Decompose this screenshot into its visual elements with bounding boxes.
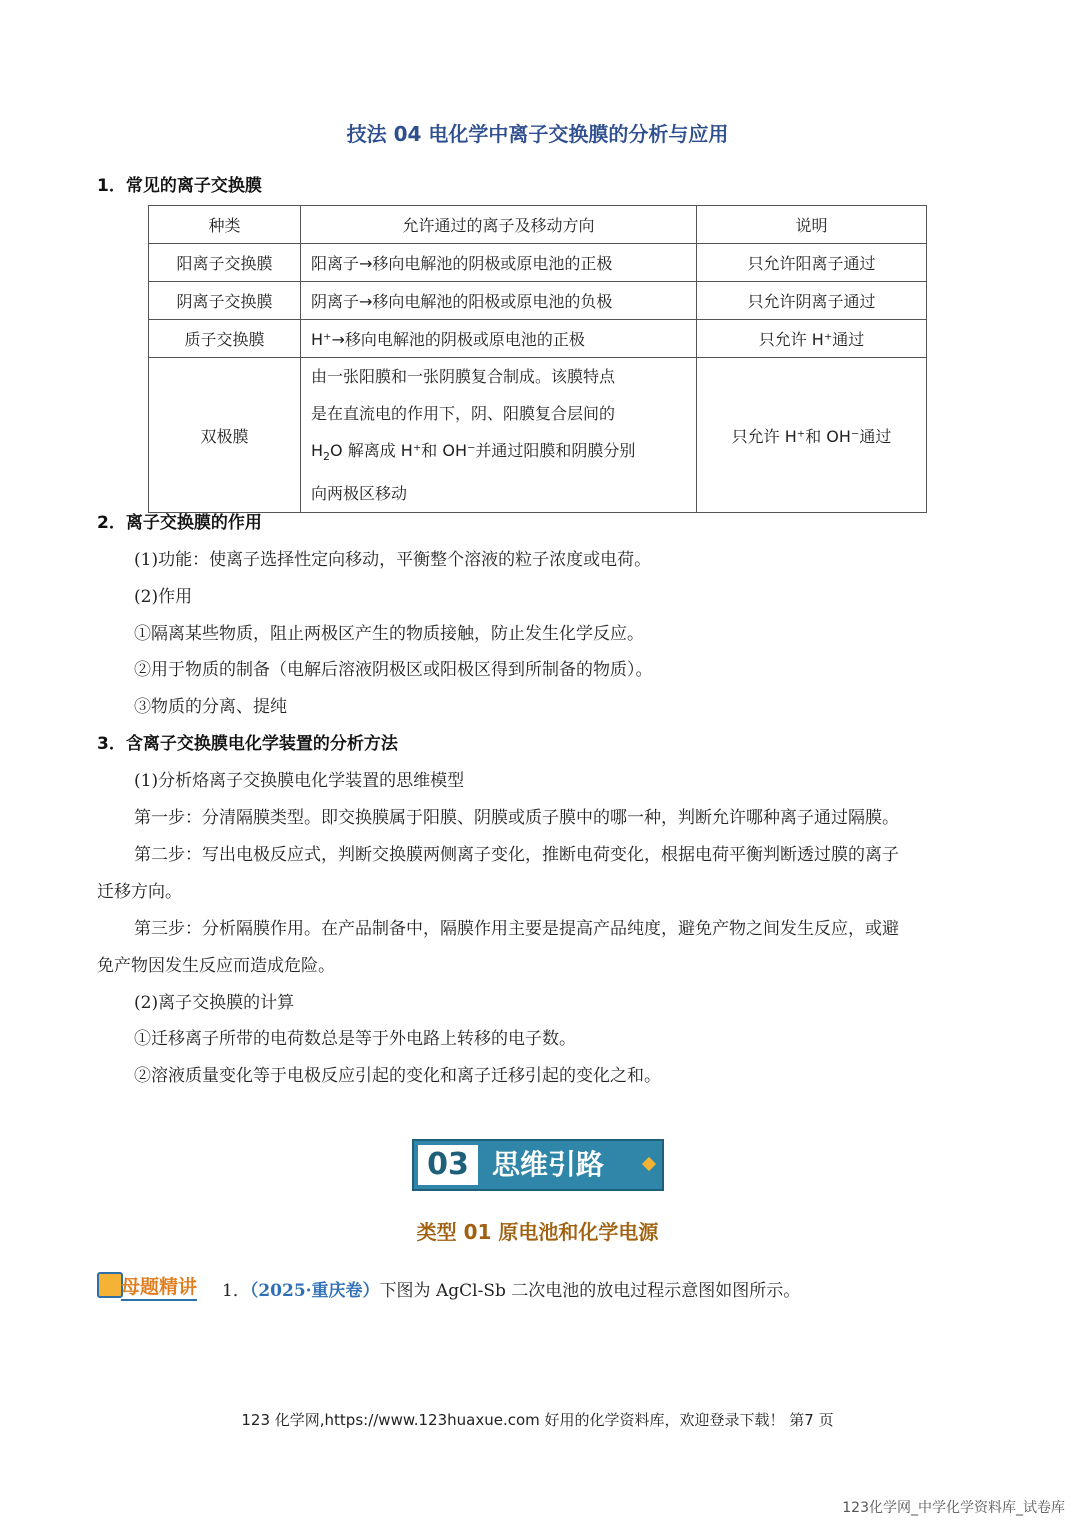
table-header-row [149, 206, 927, 244]
diamond-icon [642, 1157, 656, 1171]
table-cell-note: 只允许阴离子通过 [697, 282, 927, 320]
formula-h: H [311, 441, 324, 460]
table-row [149, 320, 927, 358]
bipolar-line-rest: O 解离成 H⁺和 OH⁻并通过阳膜和阴膜分别 [330, 441, 636, 460]
table-cell-ions: 阳离子→移向电解池的阴极或原电池的正极 [301, 244, 697, 282]
section3-heading: 3．含离子交换膜电化学装置的分析方法 [97, 734, 398, 754]
table-cell-ions: 阴离子→移向电解池的阳极或原电池的负极 [301, 282, 697, 320]
ion-membrane-table [148, 205, 927, 513]
bipolar-line [311, 432, 686, 475]
question-tag [97, 1268, 213, 1302]
paragraph-line: 第一步：分清隔膜类型。即交换膜属于阳膜、阴膜或质子膜中的哪一种，判断允许哪种离子通过隔膜。 [134, 808, 899, 828]
paragraph-line: (2)离子交换膜的计算 [134, 993, 295, 1013]
table-cell-kind: 双极膜 [149, 358, 301, 513]
paragraph-line: ②溶液质量变化等于电极反应引起的变化和离子迁移引起的变化之和。 [134, 1066, 661, 1086]
bipolar-line: 向两极区移动 [311, 484, 408, 504]
table-row [149, 282, 927, 320]
paragraph-line: ③物质的分离、提纯 [134, 697, 287, 717]
paragraph-line: ②用于物质的制备（电解后溶液阴极区或阳极区得到所制备的物质）。 [134, 660, 653, 680]
page-title: 技法 04 电化学中离子交换膜的分析与应用 [346, 122, 729, 146]
paragraph-line: (1)分析烙离子交换膜电化学装置的思维模型 [134, 771, 465, 791]
question-text: 下图为 AgCl-Sb 二次电池的放电过程示意图如图所示。 [379, 1281, 801, 1301]
paragraph-line: 免产物因发生反应而造成危险。 [97, 956, 335, 976]
bipolar-line: 是在直流电的作用下，阴、阳膜复合层间的 [311, 404, 616, 423]
question-line [222, 1276, 800, 1301]
paragraph-line: 迁移方向。 [97, 882, 182, 902]
page-footer: 123 化学网,https://www.123huaxue.com 好用的化学资料库，欢迎登录下载！ 第7 页 [241, 1411, 834, 1429]
question-tag-label: 母题精讲 [121, 1272, 197, 1301]
notebook-icon [97, 1272, 123, 1298]
paragraph-line: (2)作用 [134, 587, 193, 607]
table-cell-kind: 质子交换膜 [149, 320, 301, 358]
table-cell-note: 只允许 H⁺和 OH⁻通过 [697, 358, 927, 513]
table-cell-kind: 阳离子交换膜 [149, 244, 301, 282]
table-row [149, 244, 927, 282]
table-header: 允许通过的离子及移动方向 [301, 206, 697, 244]
paragraph-line: (1)功能：使离子选择性定向移动，平衡整个溶液的粒子浓度或电荷。 [134, 550, 652, 570]
bipolar-line: 由一张阳膜和一张阴膜复合制成。该膜特点 [311, 367, 616, 386]
paragraph-line: 第二步：写出电极反应式，判断交换膜两侧离子变化，推断电荷变化，根据电荷平衡判断透过膜的离子 [134, 845, 899, 865]
table-cell-ions-bipolar [301, 358, 697, 513]
table-header: 说明 [697, 206, 927, 244]
formula-subscript: 2 [323, 450, 331, 464]
paragraph-line: ①迁移离子所带的电荷数总是等于外电路上转移的电子数。 [134, 1029, 576, 1049]
question-source: （2025·重庆卷） [249, 1281, 380, 1301]
table-row-bipolar [149, 358, 927, 513]
section-banner [412, 1139, 664, 1191]
table-cell-note: 只允许 H⁺通过 [697, 320, 927, 358]
table-header: 种类 [149, 206, 301, 244]
banner-number: 03 [418, 1145, 478, 1185]
table-cell-ions: H⁺→移向电解池的阴极或原电池的正极 [301, 320, 697, 358]
paragraph-line: ①隔离某些物质，阻止两极区产生的物质接触，防止发生化学反应。 [134, 624, 644, 644]
section2-heading: 2．离子交换膜的作用 [97, 513, 262, 533]
question-number: 1． [222, 1281, 250, 1301]
paragraph-line: 第三步：分析隔膜作用。在产品制备中，隔膜作用主要是提高产品纯度，避免产物之间发生反应，或避 [134, 919, 899, 939]
section1-heading: 1．常见的离子交换膜 [97, 176, 262, 196]
table-cell-kind: 阴离子交换膜 [149, 282, 301, 320]
type-title: 类型 01 原电池和化学电源 [416, 1220, 659, 1244]
banner-text: 思维引路 [492, 1148, 605, 1181]
table-cell-note: 只允许阳离子通过 [697, 244, 927, 282]
watermark: 123化学网_中学化学资料库_试卷库 [842, 1500, 1065, 1516]
